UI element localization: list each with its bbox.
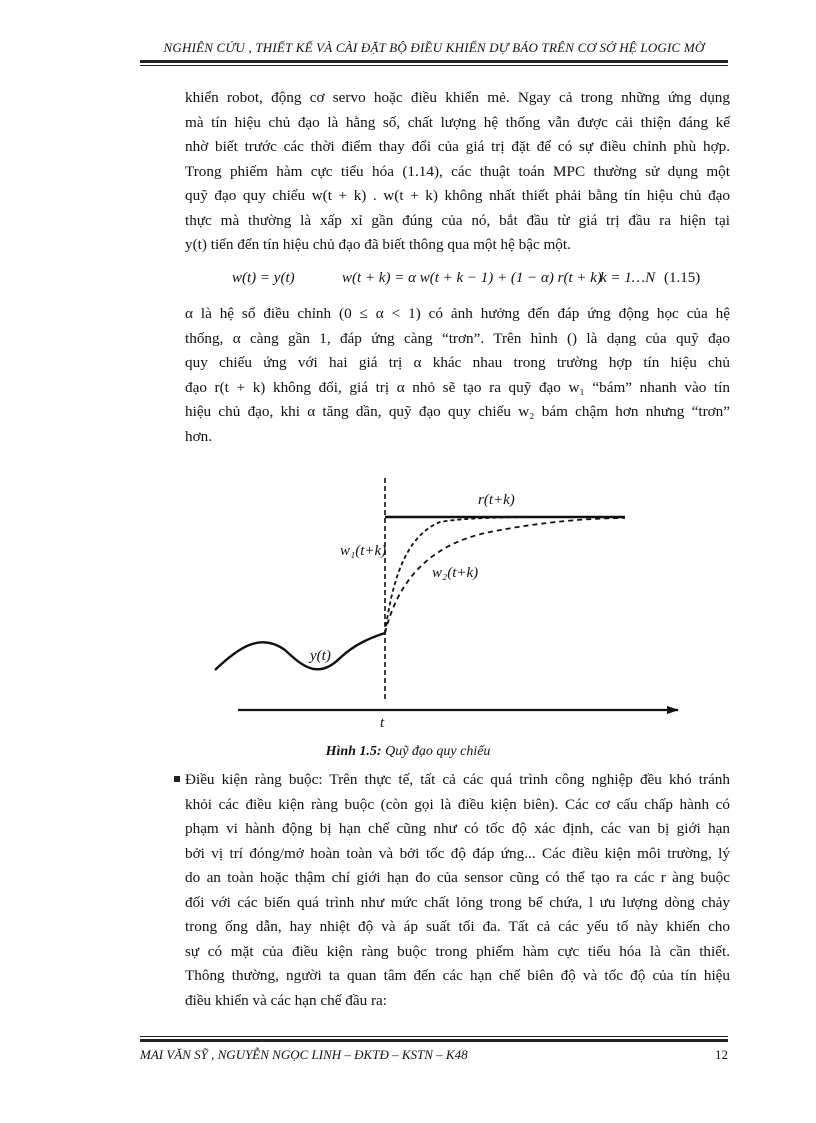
footer-rule-thick <box>140 1039 728 1042</box>
bullet-icon <box>174 776 180 782</box>
paragraph-line: quỹ đạo quy chiếu w(t + k) . w(t + k) không nhất thiết phải bằng tín hiệu chủ đạo <box>185 187 730 204</box>
footer-rule-thin <box>140 1036 728 1037</box>
paragraph-line: bởi vị trí đóng/mở hoàn toàn và bởi tốc độ đáp ứng... Các điều kiện môi trường, lý <box>185 844 730 862</box>
label-w2: w₂(t+k) <box>432 565 479 581</box>
page-header-title: NGHIÊN CỨU , THIẾT KẾ VÀ CÀI ĐẶT BỘ ĐIỀU KHIỂN DỰ BÁO TRÊN CƠ SỞ HỆ LOGIC MỜ <box>163 40 705 55</box>
paragraph-1 <box>185 86 730 258</box>
paragraph-line: thực mà thường là xấp xỉ gần đúng của nó, bắt đầu từ giá trị đầu ra hiện tại <box>185 211 730 229</box>
paragraph-line: thống, α càng gần 1, đáp ứng càng “trơn”. Trên hình () là dạng của quỹ đạo <box>185 329 730 347</box>
equation-part-range: k = 1…N <box>600 270 656 286</box>
label-w1: w₁(t+k) <box>340 543 387 559</box>
paragraph-line: phạm vi hành động bị hạn chế cũng như có tốc độ xác định, các van bị giới hạn <box>185 820 730 837</box>
header-rule-thin <box>140 65 728 66</box>
label-output: y(t) <box>310 648 331 664</box>
paragraph-line: y(t) tiến đến tín hiệu chủ đạo đã biết thông qua một hệ bậc một. <box>185 236 571 253</box>
page-number: 12 <box>715 1047 728 1062</box>
paragraph-line: Trong phiếm hàm cực tiểu hóa (1.14), các thuật toán MPC thường sử dụng một <box>185 162 730 180</box>
paragraph-line: đạo r(t + k) không đổi, giá trị α nhỏ sẽ tạo ra quỹ đạo w₁ “bám” nhanh vào tín <box>185 378 730 396</box>
paragraph-line: mà tín hiệu chủ đạo là hằng số, chất lượng hệ thống vẫn được cải thiện đáng kể <box>185 113 730 131</box>
page-footer <box>140 1047 728 1063</box>
paragraph-line: α là hệ số điều chỉnh (0 ≤ α < 1) có ảnh hưởng đến đáp ứng động học của hệ <box>185 305 730 322</box>
paragraph-line: sự có mặt của điều kiện ràng buộc trong phiếm hàm cực tiểu hóa là cần thiết. <box>185 942 730 960</box>
paragraph-line: điều khiển và các hạn chế đầu ra: <box>185 991 387 1009</box>
paragraph-line: trong ống dẫn, hay nhiệt độ và áp suất tối đa. Tất cả các yếu tố này khiến cho <box>185 918 730 935</box>
paragraph-line: Thông thường, người ta quan tâm đến các hạn chế biên độ và tốc độ của tín hiệu <box>185 967 730 984</box>
reference-trajectory-figure <box>0 470 816 770</box>
paragraph-line: khỏi các điều kiện ràng buộc (còn gọi là điều kiện biên). Các cơ cấu chấp hành có <box>185 795 730 813</box>
label-setpoint: r(t+k) <box>478 492 515 508</box>
figure-caption <box>0 744 816 760</box>
output-curve <box>215 633 385 670</box>
paragraph-line: đối với các biến quá trình như mức chất lỏng trong bể chứa, l ưu lượng dòng chảy <box>185 893 730 911</box>
paragraph-line: hiệu chủ đạo, khi α tăng dần, quỹ đạo quy chiếu w₂ bám chậm hơn nhưng “trơn” <box>185 403 730 420</box>
equation-number: (1.15) <box>664 270 701 286</box>
trajectory-w1-curve <box>385 517 625 633</box>
header-rule-thick <box>140 60 728 63</box>
equation-part-recursion: w(t + k) = α w(t + k − 1) + (1 − α) r(t + k) <box>342 270 602 286</box>
paragraph-line: hơn. <box>185 427 213 445</box>
footer-authors: MAI VĂN SỸ , NGUYỄN NGỌC LINH – ĐKTĐ – KSTN – K48 <box>140 1047 468 1062</box>
label-time: t <box>380 715 385 731</box>
paragraph-3 <box>185 768 730 1013</box>
caption-text: Quỹ đạo quy chiếu <box>381 744 491 759</box>
paragraph-2 <box>185 302 730 449</box>
paragraph-line: quy chiếu ứng với hai giá trị α khác nhau trong trường hợp tín hiệu chủ <box>185 354 730 371</box>
paragraph-line: do an toàn hoặc thậm chí giới hạn đo của sensor cũng có thể tạo ra các r àng buộc <box>185 869 730 886</box>
caption-number: Hình 1.5: <box>325 744 382 759</box>
paragraph-line: nhờ biết trước các thời điểm thay đổi của giá trị đặt để có sự điều chỉnh phù hợp. <box>185 138 730 155</box>
paragraph-line: Điều kiện ràng buộc: Trên thực tế, tất cả các quá trình công nghiệp đều khó tránh <box>185 771 730 788</box>
paragraph-line: khiển robot, động cơ servo hoặc điều khiển mẻ. Ngay cả trong những ứng dụng <box>185 89 730 106</box>
equation-part-initial: w(t) = y(t) <box>232 270 295 286</box>
